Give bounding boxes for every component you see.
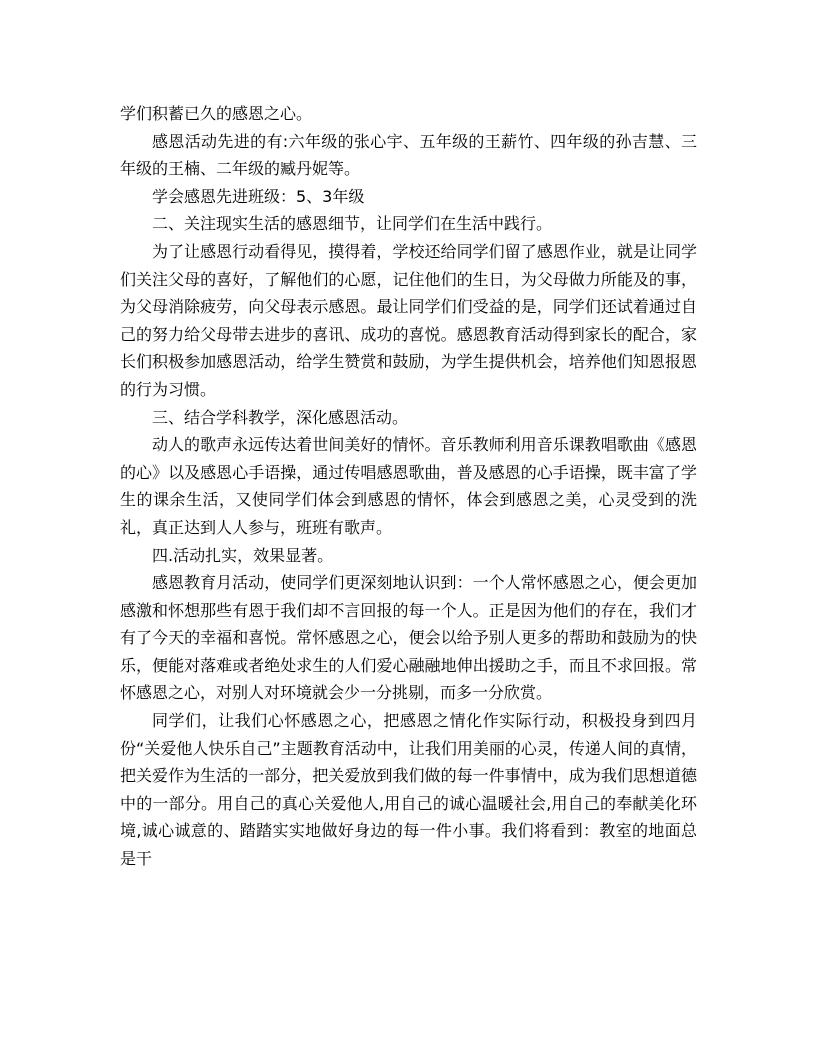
paragraph-4: 为了让感恩行动看得见，摸得着，学校还给同学们留了感恩作业，就是让同学们关注父母的喜好，了解他们的心愿，记住他们的生日，为父母做力所能及的事，为父母消除疲劳，向父母表示感恩。最让同学们们受益的是，同学们还试着通过自己的努力给父母带去进步的喜讯、成功的喜悦。感恩教育活动得到家长的配合，家长们积极参加感恩活动，给学生赞赏和鼓励，为学生提供机会，培养他们知恩报恩的行为习惯。: [120, 241, 697, 399]
paragraph-5: 动人的歌声永远传达着世间美好的情怀。音乐教师利用音乐课教唱歌曲《感恩的心》以及感恩心手语操，通过传唱感恩歌曲，普及感恩的心手语操，既丰富了学生的课余生活，又使同学们体会到感恩的情怀，体会到感恩之美，心灵受到的洗礼，真正达到人人参与，班班有歌声。: [120, 435, 697, 537]
paragraph-6: 感恩教育月活动，使同学们更深刻地认识到：一个人常怀感恩之心，便会更加感激和怀想那些有恩于我们却不言回报的每一个人。正是因为他们的存在，我们才有了今天的幸福和喜悦。常怀感恩之心，便会以给予别人更多的帮助和鼓励为的快乐，便能对落难或者绝处求生的人们爱心融融地伸出援助之手，而且不求回报。常怀感恩之心，对别人对环境就会少一分挑剔，而多一分欣赏。: [120, 573, 697, 703]
document-page: [120, 100, 697, 873]
paragraph-1: 学们积蓄已久的感恩之心。: [120, 104, 313, 123]
paragraph-3: 学会感恩先进班级：5、3年级: [152, 186, 365, 206]
section-heading-3: 三、结合学科教学，深化感恩活动。: [152, 407, 409, 427]
section-heading-4: 四.活动扎实，效果显著。: [152, 545, 334, 565]
section-heading-2: 二、关注现实生活的感恩细节，让同学们在生活中践行。: [152, 214, 553, 234]
paragraph-2: 感恩活动先进的有:六年级的张心宇、五年级的王薪竹、四年级的孙吉慧、三年级的王楠、二年级的臧丹妮等。: [120, 131, 697, 179]
paragraph-7: 同学们，让我们心怀感恩之心，把感恩之情化作实际行动，积极投身到四月份“关爱他人快乐自己”主题教育活动中，让我们用美丽的心灵，传递人间的真情，把关爱作为生活的一部分，把关爱放到我们做的每一件事情中，成为我们思想道德中的一部分。用自己的真心关爱他人,用自己的诚心温暖社会,用自己的奉献美化环境,诚心诚意的、踏踏实实地做好身边的每一件小事。我们将看到：教室的地面总是干: [120, 711, 697, 869]
